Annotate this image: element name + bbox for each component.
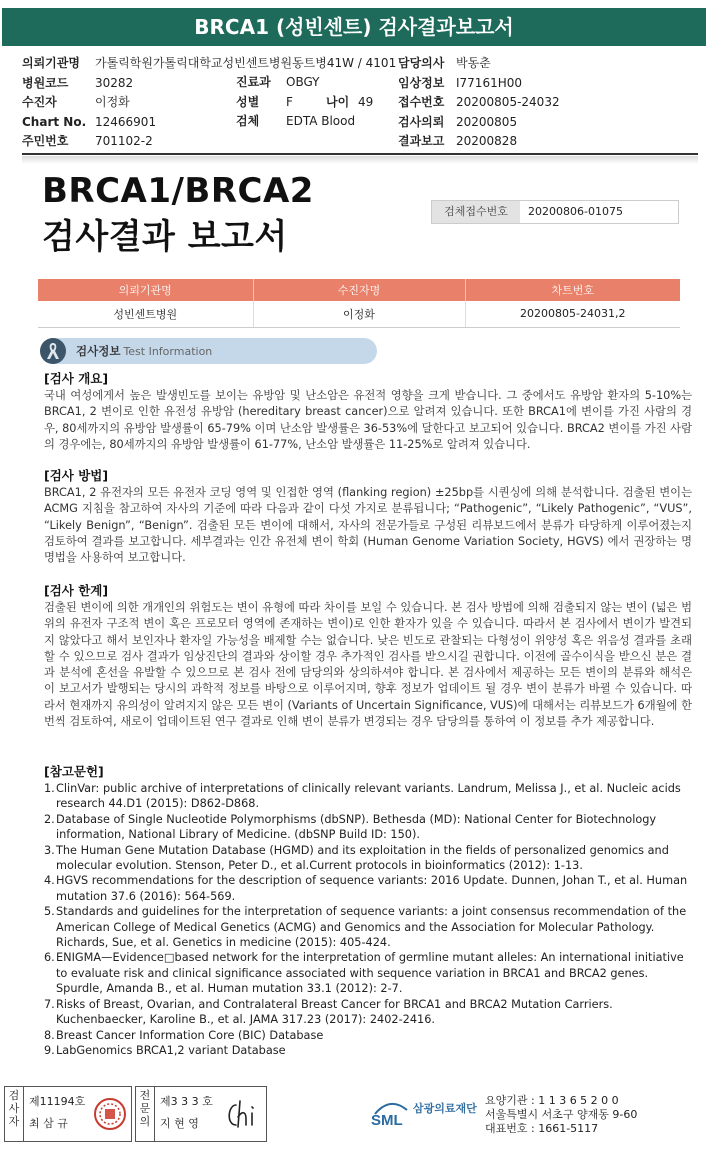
receipt-number-box [431, 200, 679, 224]
main-title-line-1: BRCA1/BRCA2 [42, 171, 314, 211]
section-label-en: Test Information [123, 345, 213, 358]
table-cell: 성빈센트병원 [38, 301, 253, 327]
list-item: 2. Database of Single Nucleotide Polymorphisms (dbSNP). Bethesda (MD): National Center for Biotechnology information, National Library of Medicine. (dbSNP Build ID: 150). [44, 812, 657, 842]
list-item: 5. Standards and guidelines for the interpretation of sequence variants: a joint consensus recommendation of the American College of Medical Genetics (ACMG) and Genomics and the Association for Molecular Pathology. Richards, Sue, et al. Genetics in medicine (2015): 405-424. [44, 905, 687, 950]
specialist-license: 제3 3 3 호 [160, 1095, 213, 1108]
header-key: 검체 [236, 114, 260, 128]
header-key: 진료과 [236, 75, 271, 89]
examiner-box [4, 1086, 132, 1142]
header-key: 병원코드 [22, 75, 69, 90]
examiner-license: 제11194호 [29, 1095, 86, 1108]
report-title-bar: BRCA1 (성빈센트) 검사결과보고서 [2, 8, 706, 46]
receipt-value: 20200806-01075 [528, 205, 623, 218]
org-info-line: 대표번호 : 1661-5117 [485, 1122, 599, 1135]
header-value: 20200828 [456, 134, 518, 148]
org-info-line: 서울특별시 서초구 양재동 9-60 [485, 1108, 638, 1121]
header-key: 검사의뢰 [398, 114, 445, 129]
org-info-line: 요양기관 : 1 1 3 6 5 2 0 0 [485, 1094, 619, 1107]
header-value: F [286, 94, 293, 109]
header-col-3 [398, 54, 560, 152]
header-value: OBGY [286, 75, 320, 89]
report-footer [4, 1086, 704, 1146]
main-title [42, 168, 314, 260]
patient-info-table [38, 279, 680, 328]
header-key: Chart No. [22, 114, 87, 129]
header-value: EDTA Blood [286, 114, 356, 128]
specialist-vertical-label: 전 문 의 [139, 1089, 151, 1128]
overview-title: [검사 개요] [44, 371, 109, 386]
list-item: 6. ENIGMA—Evidence□based network for the interpretation of germline mutant alleles: An international initiative to evaluate risk and clinical significance associated with sequence variation in BRCA1 and BRCA2 genes. Spurdle, Amanda B., et al. Human mutation 33.1 (2012): 2-7. [44, 951, 684, 996]
header-value: 박동춘 [456, 56, 491, 70]
overview-text: 국내 여성에게서 높은 발생빈도를 보이는 유방암 및 난소암은 유전적 영향을 크게 받습니다. 그 중에서도 유방암 환자의 5-10%는 BRCA1, 2 변이로 인한 유전성 유방암 (hereditary breast cancer)으로 알려져 있습니다. 또한 BRCA1에 변이를 가진 사람의 경우, 80세까지의 유방암 발생률이 65-79% 이며 난소암 발생률은 36-53%에 달한다고 보고되어 있습니다. BRCA2 변이를 가진 사람의 경우에는, 80세까지의 유방암 발생률이 61-77%, 난소암 발생률은 11-25%로 알려져 있습니다. [44, 389, 692, 451]
table-cell: 20200805-24031,2 [465, 301, 680, 327]
limits-section [44, 582, 692, 730]
header-value: 30282 [95, 75, 134, 90]
svg-text:SML: SML [371, 1112, 403, 1129]
header-key: 주민번호 [22, 134, 69, 148]
header-key: 수진자 [22, 95, 57, 109]
age-label: 나이 [326, 94, 350, 109]
header-key: 의뢰기관명 [22, 56, 80, 70]
references-title: [참고문헌] [44, 764, 104, 779]
awareness-ribbon-icon [40, 338, 66, 364]
signature-icon [222, 1095, 262, 1133]
org-info [485, 1094, 637, 1136]
table-header: 의뢰기관명 [38, 279, 253, 301]
test-info-section-header [40, 338, 377, 364]
method-title: [검사 방법] [44, 468, 109, 483]
header-key: 결과보고 [398, 134, 445, 148]
header-value: 12466901 [95, 114, 157, 129]
main-title-line-2: 검사결과 보고서 [42, 217, 288, 257]
header-value: 20200805 [456, 114, 518, 129]
method-text: BRCA1, 2 유전자의 모든 유전자 코딩 영역 및 인접한 영역 (flanking region) ±25bp를 시퀀싱에 의해 분석합니다. 검출된 변이는 ACMG 지침을 참고하여 자사의 기준에 따라 다음과 같이 다섯 가지로 분류됩니다; “Pathogenic”, “Likely Pathogenic”, “VUS”, “Likely Benign”, “Benign”. 검출된 모든 변이에 대해서, 자사의 전문가들로 구성된 리뷰보드에서 분류가 타당하게 이루어졌는지 검토하여 결과를 보고합니다. 세부결과는 인간 유전체 변이 학회 (Human Genome Variation Society, HGVS) 에서 권장하는 명명법을 사용하여 보고합니다. [44, 486, 692, 565]
limits-text: 검출된 변이에 의한 개개인의 위험도는 변이 유형에 따라 차이를 보일 수 있습니다. 본 검사 방법에 의해 검출되지 않는 변이 (넓은 범위의 유전자 구조적 변이 혹은 프로모터 영역에 존재하는 변이)로 인한 환자가 있을 수 있습니다. 따라서 본 검사에서 변이가 발견되지 않았다고 해서 보인자나 환자일 가능성을 배제할 수는 없습니다. 낮은 빈도로 관찰되는 다형성이 위양성 혹은 위음성 결과를 초래할 수 있으므로 검사 결과가 임상진단의 결과와 상이할 경우 추가적인 검사를 받으시길 권합니다. 이전에 골수이식을 받으신 분은 결과 분석에 혼선을 유발할 수 있으므로 본 검사 전에 담당의와 상의하셔야 합니다. 본 검사에서 제공하는 모든 변이의 분류와 해석은 이 보고서가 발행되는 당시의 과학적 정보를 바탕으로 이루어지며, 향후 정보가 업데이트 될 경우 변이 분류가 바뀔 수 있습니다. 따라서 현재까지 유의성이 알려지지 않은 모든 변이 (Variants of Uncertain Significance, VUS)에 대해서는 리뷰보드가 6개월에 한번씩 검토하여, 새로이 업데이트된 연구 결과로 인해 변이 분류가 변경되는 경우 담당의를 통하여 이 정보를 추가 제공합니다. [44, 601, 692, 729]
receipt-label: 검체접수번호 [432, 201, 520, 223]
header-value: 가톨릭학원가톨릭대학교성빈센트병원 [95, 56, 293, 70]
header-key: 성별 [236, 94, 260, 109]
header-value: I77161H00 [456, 75, 523, 90]
age-value: 49 [358, 94, 374, 109]
header-key: 담당의사 [398, 56, 445, 70]
header-divider [22, 153, 698, 155]
table-cell: 이정화 [253, 301, 465, 327]
list-item: 9. LabGenomics BRCA1,2 variant Database [44, 1043, 286, 1057]
header-value: 701102-2 [95, 134, 153, 148]
list-item: 1. ClinVar: public archive of interpretations of clinically relevant variants. Landrum, Melissa J., et al. Nucleic acids research 44.D1 (2015): D862-D868. [44, 782, 681, 811]
list-item: 3. The Human Gene Mutation Database (HGMD) and its exploitation in the fields of personalized genomics and molecular evolution. Stenson, Peter D., et al.Current protocols in bioinformatics (2012): 1-13. [44, 843, 669, 873]
examiner-vertical-label: 검 사 자 [8, 1089, 20, 1128]
list-item: 7. Risks of Breast, Ovarian, and Contralateral Breast Cancer for BRCA1 and BRCA2 Mutation Carriers. Kuchenbaecker, Karoline B., et al. JAMA 317.23 (2017): 2402-2416. [44, 997, 613, 1027]
header-key: 임상정보 [398, 75, 445, 90]
references-section [44, 763, 692, 1058]
header-divider-shadow [22, 156, 698, 164]
specialist-box [135, 1086, 267, 1142]
header-key: 접수번호 [398, 95, 445, 109]
specialist-name: 지 현 영 [160, 1117, 199, 1130]
header-col-2 [236, 73, 373, 132]
overview-section [44, 370, 692, 453]
list-item: 8. Breast Cancer Information Core (BIC) Database [44, 1028, 324, 1042]
section-label: 검사정보 Test Information [76, 344, 213, 358]
references-list [44, 781, 692, 1058]
table-row [38, 301, 680, 327]
seal-stamp-icon [93, 1097, 127, 1131]
header-ward: 동트병41W / 4101 [292, 56, 397, 70]
org-name: 삼광의료재단 [413, 1102, 477, 1115]
header-value: 20200805-24032 [456, 95, 560, 109]
limits-title: [검사 한계] [44, 583, 109, 598]
method-section [44, 467, 692, 566]
sml-logo-icon [369, 1094, 411, 1130]
table-header: 차트번호 [465, 279, 680, 301]
header-value: 이정화 [95, 95, 130, 109]
examiner-name: 최 삼 규 [29, 1117, 68, 1130]
table-header: 수진자명 [253, 279, 465, 301]
list-item: 4. HGVS recommendations for the description of sequence variants: 2016 Update. Dunnen, Johan T., et al. Human mutation 37.6 (2016): 564-569. [44, 874, 688, 903]
